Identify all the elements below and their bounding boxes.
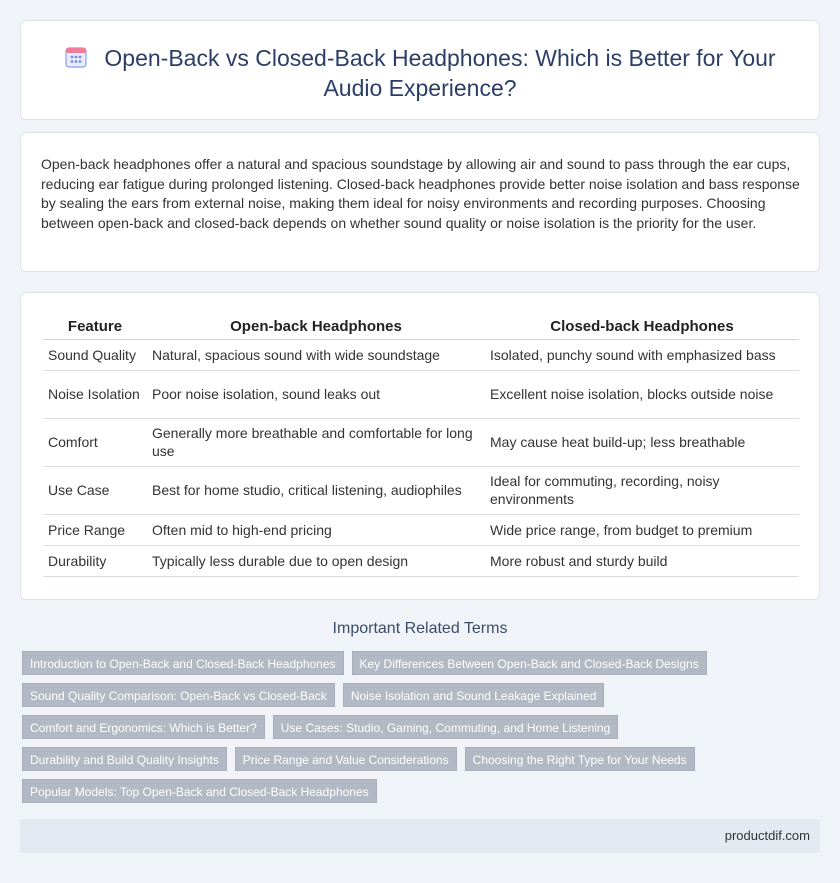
related-term-link[interactable]: Use Cases: Studio, Gaming, Commuting, and Home Listening <box>273 715 619 739</box>
closed-back-cell: Wide price range, from budget to premium <box>485 514 799 545</box>
feature-cell: Sound Quality <box>43 339 147 370</box>
related-terms-title: Important Related Terms <box>332 620 508 637</box>
related-term-link[interactable]: Sound Quality Comparison: Open-Back vs Closed-Back <box>22 683 335 707</box>
related-term-link[interactable]: Choosing the Right Type for Your Needs <box>465 747 695 771</box>
related-terms-list <box>22 651 722 803</box>
calendar-grid-icon <box>64 45 88 69</box>
closed-back-cell: May cause heat build-up; less breathable <box>485 418 799 466</box>
closed-back-cell: Excellent noise isolation, blocks outside noise <box>485 370 799 418</box>
title-card <box>20 20 820 120</box>
related-term-link[interactable]: Introduction to Open-Back and Closed-Back Headphones <box>22 651 344 675</box>
header-feature: Feature <box>43 315 147 339</box>
table-row <box>43 339 799 370</box>
related-term-link[interactable]: Key Differences Between Open-Back and Closed-Back Designs <box>352 651 707 675</box>
related-term-link[interactable]: Popular Models: Top Open-Back and Closed-Back Headphones <box>22 779 377 803</box>
open-back-cell: Natural, spacious sound with wide soundstage <box>147 339 485 370</box>
table-row <box>43 370 799 418</box>
feature-cell: Comfort <box>43 418 147 466</box>
related-term-link[interactable]: Price Range and Value Considerations <box>235 747 457 771</box>
header-closed-back: Closed-back Headphones <box>485 315 799 339</box>
feature-cell: Durability <box>43 545 147 576</box>
comparison-card <box>20 292 820 600</box>
closed-back-cell: Ideal for commuting, recording, noisy environments <box>485 466 799 514</box>
feature-cell: Price Range <box>43 514 147 545</box>
feature-cell: Use Case <box>43 466 147 514</box>
table-row <box>43 418 799 466</box>
intro-paragraph: Open-back headphones offer a natural and spacious soundstage by allowing air and sound to pass through the ear cups, reducing ear fatigue during prolonged listening. Closed-back headphones provide better noise isolation and bass response by sealing the ears from external noise, making them ideal for noisy environments and recording purposes. Choosing between open-back and closed-back depends on whether sound quality or noise isolation is the priority for the user. <box>41 156 800 231</box>
related-term-link[interactable]: Noise Isolation and Sound Leakage Explained <box>343 683 605 707</box>
closed-back-cell: More robust and sturdy build <box>485 545 799 576</box>
header-open-back: Open-back Headphones <box>147 315 485 339</box>
related-term-link[interactable]: Durability and Build Quality Insights <box>22 747 227 771</box>
open-back-cell: Best for home studio, critical listening, audiophiles <box>147 466 485 514</box>
table-row <box>43 545 799 576</box>
table-row <box>43 514 799 545</box>
closed-back-cell: Isolated, punchy sound with emphasized bass <box>485 339 799 370</box>
footer-site-name: productdif.com <box>724 828 810 843</box>
page-title: Open-Back vs Closed-Back Headphones: Which is Better for Your Audio Experience? <box>104 45 776 101</box>
table-header-row <box>43 315 799 339</box>
page-title-wrap <box>21 43 819 103</box>
related-term-link[interactable]: Comfort and Ergonomics: Which is Better? <box>22 715 265 739</box>
open-back-cell: Often mid to high-end pricing <box>147 514 485 545</box>
footer-bar <box>20 819 820 853</box>
open-back-cell: Typically less durable due to open design <box>147 545 485 576</box>
table-row <box>43 466 799 514</box>
intro-card <box>20 132 820 272</box>
open-back-cell: Generally more breathable and comfortable for long use <box>147 418 485 466</box>
feature-cell: Noise Isolation <box>43 370 147 418</box>
comparison-table <box>43 315 799 577</box>
open-back-cell: Poor noise isolation, sound leaks out <box>147 370 485 418</box>
